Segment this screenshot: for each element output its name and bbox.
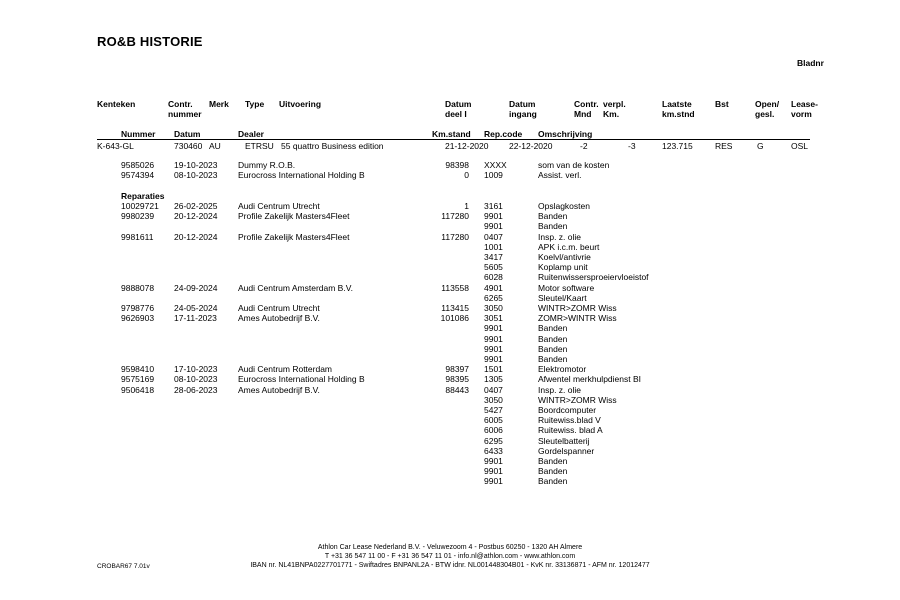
- row-code: 3050: [484, 303, 503, 313]
- header-open-gesl: [755, 99, 779, 119]
- vehicle-verpl-km: -3: [628, 141, 636, 151]
- row-code: 1001: [484, 241, 503, 252]
- row-omschrijving: APK i.c.m. beurt: [538, 241, 600, 252]
- row-dealer: Dummy R.O.B.: [238, 160, 296, 170]
- row-omschrijving: Koplamp unit: [538, 262, 588, 273]
- footer-bank: IBAN nr. NL41BNPA0227701771 - Swiftadres BNPANL2A - BTW idnr. NL001448304B01 - KvK nr. 33136871 - AFM nr. 12012477: [250, 562, 650, 569]
- row-omschrijving: Gordelspanner: [538, 445, 595, 456]
- vehicle-uitvoering: 55 quattro Business edition: [281, 141, 384, 151]
- row-nummer: 9585026: [121, 160, 155, 170]
- vehicle-datum-deel1: 21-12-2020: [445, 141, 489, 151]
- row-code: 1009: [484, 170, 503, 181]
- row-datum: 24-09-2024: [174, 282, 218, 293]
- row-datum: 17-11-2023: [174, 313, 217, 324]
- row-nummer: 9798776: [121, 303, 155, 313]
- row-dealer: Eurocross International Holding B: [238, 374, 365, 385]
- header-datum-deel1-line2: deel I: [445, 109, 467, 119]
- header-contr-mnd: [574, 99, 599, 119]
- form-version: CROBAR67 7.01v: [97, 563, 150, 570]
- row-dealer: Eurocross International Holding B: [238, 170, 365, 181]
- header-bst: Bst: [715, 99, 729, 109]
- row-omschrijving: WINTR>ZOMR Wiss: [538, 394, 617, 405]
- row-dealer: Audi Centrum Utrecht: [238, 303, 320, 313]
- row-code: 9901: [484, 333, 503, 344]
- row-code: 5427: [484, 405, 503, 415]
- row-omschrijving: Banden: [538, 343, 568, 354]
- row-datum: 20-12-2024: [174, 231, 218, 242]
- subheader-km-stand: Km.stand: [432, 129, 471, 139]
- header-contr-line1: Contr.: [168, 99, 193, 109]
- header-lease-line1: Lease-: [791, 99, 818, 109]
- row-nummer: 10029721: [121, 201, 159, 211]
- row-omschrijving: Ruitewiss.blad V: [538, 415, 601, 426]
- row-datum: 17-10-2023: [174, 364, 218, 375]
- row-nummer: 9598410: [121, 364, 155, 375]
- row-omschrijving: Ruitenwissersproeiervloeistof: [538, 272, 649, 283]
- footer-address: Athlon Car Lease Nederland B.V. - Veluwezoom 4 - Postbus 60250 - 1320 AH Almere: [317, 544, 583, 551]
- row-datum: 19-10-2023: [174, 160, 218, 170]
- row-omschrijving: Ruitewiss. blad A: [538, 425, 603, 436]
- row-omschrijving: WINTR>ZOMR Wiss: [538, 303, 617, 313]
- row-km: 98397: [445, 364, 469, 375]
- row-datum: 08-10-2023: [174, 170, 218, 181]
- row-omschrijving: Koelvl/antivrie: [538, 252, 591, 262]
- header-datum-deel1: [445, 99, 471, 119]
- row-nummer: 9981611: [121, 231, 154, 242]
- row-km: 98398: [445, 160, 469, 170]
- row-dealer: Audi Centrum Rotterdam: [238, 364, 333, 375]
- row-nummer: 9575169: [121, 374, 155, 385]
- row-omschrijving: Sleutel/Kaart: [538, 292, 587, 303]
- row-code: 4901: [484, 282, 503, 293]
- header-datum-deel1-line1: Datum: [445, 99, 472, 109]
- row-dealer: Audi Centrum Amsterdam B.V.: [238, 282, 353, 293]
- row-omschrijving: Banden: [538, 476, 568, 487]
- row-code: 3417: [484, 252, 503, 262]
- row-omschrijving: Insp. z. olie: [538, 384, 581, 395]
- subheader-dealer: Dealer: [238, 129, 264, 139]
- row-nummer: 9980239: [121, 211, 155, 222]
- header-laatste-line1: Laatste: [662, 99, 692, 109]
- row-datum: 24-05-2024: [174, 303, 218, 313]
- row-code: 0407: [484, 384, 503, 395]
- vehicle-merk: AU: [209, 141, 221, 151]
- row-code: 6433: [484, 445, 503, 456]
- row-omschrijving: ZOMR>WINTR Wiss: [538, 313, 617, 324]
- row-omschrijving: som van de kosten: [538, 160, 610, 170]
- vehicle-kenteken: K-643-GL: [97, 141, 134, 151]
- row-code: 3051: [484, 313, 503, 324]
- row-omschrijving: Banden: [538, 354, 568, 364]
- row-code: 6006: [484, 425, 503, 436]
- header-laatste-km: [662, 99, 695, 119]
- row-omschrijving: Banden: [538, 323, 568, 334]
- row-km: 88443: [445, 384, 469, 395]
- row-code: 3161: [484, 201, 503, 211]
- header-datum-ingang: [509, 99, 537, 119]
- header-datum-ingang-line1: Datum: [509, 99, 536, 109]
- row-omschrijving: Banden: [538, 221, 568, 232]
- header-uitvoering: Uitvoering: [279, 99, 322, 109]
- vehicle-lease-vorm: OSL: [791, 141, 809, 151]
- subheader-omschrijving: Omschrijving: [538, 129, 593, 139]
- header-verpl-line1: verpl.: [603, 99, 626, 109]
- row-nummer: 9506418: [121, 384, 155, 395]
- header-verpl-km: [603, 99, 626, 119]
- row-dealer: Profile Zakelijk Masters4Fleet: [238, 231, 350, 242]
- row-omschrijving: Elektromotor: [538, 364, 587, 375]
- header-type: Type: [245, 99, 265, 109]
- row-code: 1501: [484, 364, 503, 375]
- row-km: 117280: [441, 211, 469, 222]
- row-omschrijving: Banden: [538, 456, 568, 466]
- row-km: 101086: [440, 313, 469, 324]
- row-code: 9901: [484, 466, 503, 477]
- header-contr-mnd-line1: Contr.: [574, 99, 599, 109]
- vehicle-type: ETRSU: [245, 141, 274, 151]
- row-code: 9901: [484, 211, 503, 222]
- row-code: 3050: [484, 394, 503, 405]
- header-contr-mnd-line2: Mnd: [574, 109, 592, 119]
- subheader-nummer: Nummer: [121, 129, 156, 139]
- row-code: 6265: [484, 292, 503, 303]
- subheader-datum: Datum: [174, 129, 201, 139]
- header-divider: [97, 139, 810, 140]
- row-km: 1: [464, 201, 469, 211]
- row-code: XXXX: [484, 160, 507, 170]
- vehicle-bst: RES: [715, 141, 733, 151]
- row-omschrijving: Motor software: [538, 282, 595, 293]
- row-code: 6295: [484, 435, 503, 446]
- row-km: 98395: [445, 374, 469, 385]
- row-omschrijving: Banden: [538, 211, 568, 222]
- vehicle-contract: 730460: [174, 141, 203, 151]
- vehicle-open-gesl: G: [757, 141, 764, 151]
- row-code: 9901: [484, 323, 503, 334]
- vehicle-contr-mnd: -2: [580, 141, 588, 151]
- vehicle-datum-ingang: 22-12-2020: [509, 141, 553, 151]
- row-dealer: Ames Autobedrijf B.V.: [238, 313, 320, 324]
- header-open-line2: gesl.: [755, 109, 775, 119]
- header-laatste-line2: km.stnd: [662, 109, 695, 119]
- row-datum: 08-10-2023: [174, 374, 218, 385]
- row-omschrijving: Sleutelbatterij: [538, 435, 590, 446]
- row-datum: 28-06-2023: [174, 384, 218, 395]
- row-nummer: 9888078: [121, 282, 155, 293]
- row-omschrijving: Opslagkosten: [538, 201, 590, 211]
- row-dealer: Profile Zakelijk Masters4Fleet: [238, 211, 350, 222]
- row-nummer: 9626903: [121, 313, 155, 324]
- row-code: 0407: [484, 231, 503, 242]
- header-open-line1: Open/: [755, 99, 780, 109]
- row-datum: 26-02-2025: [174, 201, 218, 211]
- row-omschrijving: Insp. z. olie: [538, 231, 581, 242]
- header-merk: Merk: [209, 99, 229, 109]
- header-contr-line2: nummer: [168, 109, 202, 119]
- row-omschrijving: Assist. verl.: [538, 170, 582, 181]
- row-omschrijving: Afwentel merkhulpdienst BI: [538, 374, 641, 385]
- header-contr-nummer: [168, 99, 202, 119]
- row-nummer: 9574394: [121, 170, 155, 181]
- row-km: 113558: [441, 282, 469, 293]
- header-kenteken: Kenteken: [97, 99, 136, 109]
- reparaties-heading: Reparaties: [121, 191, 165, 201]
- row-code: 9901: [484, 476, 503, 487]
- row-omschrijving: Banden: [538, 333, 568, 344]
- row-code: 9901: [484, 343, 503, 354]
- header-lease-line2: vorm: [791, 109, 812, 119]
- vehicle-laatste-km: 123.715: [662, 141, 693, 151]
- report-title: RO&B HISTORIE: [97, 34, 203, 49]
- row-km: 0: [464, 170, 469, 181]
- row-km: 117280: [441, 231, 469, 242]
- row-dealer: Audi Centrum Utrecht: [238, 201, 320, 211]
- row-code: 6005: [484, 415, 503, 426]
- row-datum: 20-12-2024: [174, 211, 218, 222]
- header-lease-vorm: [791, 99, 818, 119]
- row-code: 1305: [484, 374, 503, 385]
- row-code: 9901: [484, 354, 503, 364]
- row-dealer: Ames Autobedrijf B.V.: [238, 384, 320, 395]
- row-code: 5605: [484, 262, 503, 273]
- row-omschrijving: Banden: [538, 466, 568, 477]
- row-code: 9901: [484, 456, 503, 466]
- page-number-label: Bladnr: [797, 58, 824, 68]
- footer-contact: T +31 36 547 11 00 - F +31 36 547 11 01 - info.nl@athlon.com - www.athlon.com: [324, 553, 576, 560]
- subheader-rep-code: Rep.code: [484, 129, 523, 139]
- row-code: 6028: [484, 272, 503, 283]
- row-km: 113415: [441, 303, 469, 313]
- header-datum-ingang-line2: ingang: [509, 109, 537, 119]
- row-omschrijving: Boordcomputer: [538, 405, 597, 415]
- header-verpl-line2: Km.: [603, 109, 620, 119]
- row-code: 9901: [484, 221, 503, 232]
